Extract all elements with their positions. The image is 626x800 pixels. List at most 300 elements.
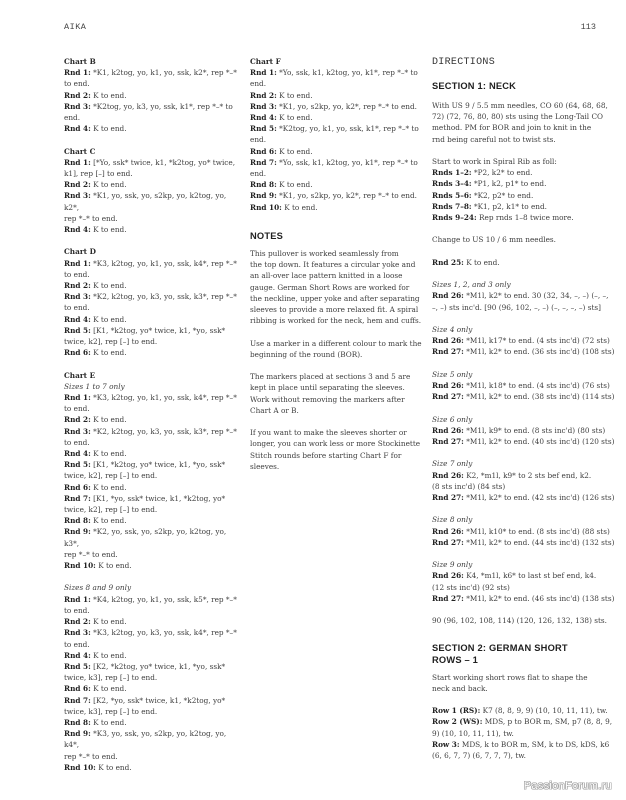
round-text-cont: to end.	[64, 303, 90, 313]
round-text: *M1l, k10* to end. (8 sts inc'd) (88 sts)	[463, 526, 610, 536]
round-list	[432, 526, 618, 548]
round-text-cont: twice, k2], rep [–] to end.	[64, 337, 158, 347]
size-note: Size 7 only	[432, 459, 473, 469]
round-text: K to end.	[90, 314, 127, 324]
round-label: Rnd 3:	[64, 191, 91, 201]
round-instruction	[432, 212, 618, 223]
round-text-cont: twice, k3], rep [–] to end.	[64, 673, 158, 683]
round-text: *K2, k2tog, yo, k3, yo, ssk, k3*, rep *–*	[90, 292, 237, 302]
round-text: *M1l, k2* to end. (42 sts inc'd) (126 sts)	[463, 492, 615, 502]
round-text: Rep rnds 1–8 twice more.	[476, 213, 574, 223]
round-label: Rnd 3:	[64, 292, 91, 302]
round-label: Rnd 3:	[64, 426, 91, 436]
round-text-cont: 9) (10, 10, 11, 11), tw.	[432, 728, 514, 738]
round-label: Rnd 2:	[64, 415, 91, 425]
text-line: method. PM for BOR and join to knit in the	[432, 123, 592, 133]
round-text: *K1, yo, s2kp, yo, k2*, rep *–* to end.	[276, 191, 417, 201]
page-number: 113	[580, 22, 596, 32]
size-groups	[432, 279, 618, 615]
round-text: *M1l, k9* to end. (8 sts inc'd) (80 sts)	[463, 425, 606, 435]
round-text: K to end.	[90, 90, 127, 100]
round-label: Rnd 2:	[250, 90, 277, 100]
round-label: Rnd 4:	[64, 650, 91, 660]
round-text: K to end.	[90, 449, 127, 459]
round-text: [K1, *yo, ssk* twice, k1, *k2tog, yo*	[90, 493, 226, 503]
text-line: neck and back.	[432, 683, 488, 693]
round-label: Rnd 26:	[432, 425, 464, 435]
size-group	[432, 279, 618, 324]
round-text: K to end.	[276, 90, 313, 100]
text-line: If you want to make the sleeves shorter or	[250, 428, 407, 438]
round-text: *P2, k2* to end.	[471, 168, 533, 178]
size-note: Sizes 1 to 7 only	[64, 381, 125, 391]
round-instruction	[64, 482, 240, 493]
chart-c	[64, 146, 240, 236]
round-instruction	[64, 190, 240, 212]
round-instruction	[250, 123, 430, 134]
rnd-25: Rnd 25: K to end.	[432, 257, 500, 267]
notes-section	[250, 230, 430, 483]
group-gap	[432, 402, 618, 413]
round-label: Rnd 9:	[250, 191, 277, 201]
size-group	[432, 414, 618, 459]
group-gap	[432, 548, 618, 559]
round-label: Rnd 27:	[432, 537, 464, 547]
round-text: K2, *m1l, k9* to 2 sts bef end, k2.	[463, 470, 592, 480]
round-text: *K1, p2, k1* to end.	[471, 201, 547, 211]
size-group	[432, 458, 618, 514]
chart-title: Chart C	[64, 146, 96, 156]
round-instruction	[64, 314, 240, 325]
round-text: *K2, k2tog, yo, k3, yo, ssk, k3*, rep *–*	[90, 426, 237, 436]
round-instruction	[432, 425, 618, 436]
round-text: [K2, *yo, ssk* twice, k1, *k2tog, yo*	[90, 695, 226, 705]
round-list	[432, 570, 618, 604]
round-label: Rnd 26:	[432, 571, 464, 581]
round-label: Rnds 1–2:	[432, 168, 472, 178]
round-label: Rnd 8:	[250, 180, 277, 190]
round-text: K7 (8, 8, 9, 9) (10, 10, 11, 11), tw.	[480, 706, 608, 716]
chart-title: Chart B	[64, 57, 96, 66]
round-label: Rnd 4:	[64, 124, 91, 134]
round-instruction	[64, 347, 240, 358]
round-label: Rnds 9–24:	[432, 213, 477, 223]
round-label: Rnd 2:	[64, 281, 91, 291]
round-text: *K2, yo, ssk, yo, s2kp, yo, k2tog, yo, k3*,	[64, 527, 227, 548]
paragraph-gap	[250, 360, 430, 371]
round-text: *M1l, k17* to end. (4 sts inc'd) (72 sts)	[463, 336, 610, 346]
section-2-intro	[432, 672, 618, 694]
round-instruction	[432, 335, 618, 346]
round-text: *Yo, ssk, k1, k2tog, yo, k1*, rep *–* to	[276, 157, 418, 167]
round-instruction	[250, 146, 430, 157]
size-group	[432, 559, 618, 615]
round-instruction	[432, 190, 618, 201]
notes-paragraphs	[250, 248, 430, 483]
round-instruction	[64, 616, 240, 627]
round-text: [K2, *k2tog, yo* twice, k1, *yo, ssk*	[90, 661, 226, 671]
note-paragraph	[250, 248, 430, 326]
chart-title: Chart F	[250, 57, 281, 66]
page-header	[64, 22, 610, 36]
round-label: Rnds 7–8:	[432, 201, 472, 211]
size-note: Sizes 1, 2, and 3 only	[432, 280, 511, 290]
section-1-heading: SECTION 1: NECK	[432, 81, 517, 91]
round-text-cont: (12 sts inc'd) (92 sts)	[432, 582, 510, 592]
round-list	[64, 392, 240, 571]
chart-title: Chart E	[64, 370, 96, 380]
round-text: K to end.	[95, 762, 132, 772]
round-instruction	[64, 728, 240, 750]
round-label: Rnd 1:	[64, 393, 91, 403]
round-label: Rnd 1:	[64, 157, 91, 167]
round-list	[432, 425, 618, 447]
round-label: Rnd 26:	[432, 380, 464, 390]
note-paragraph	[250, 427, 430, 472]
round-label: Rnd 7:	[64, 695, 91, 705]
round-text: *Yo, ssk, k1, k2tog, yo, k1*, rep *–* to	[276, 68, 418, 78]
round-text: *M1l, k2* to end. (36 sts inc'd) (108 sts)	[463, 347, 615, 357]
round-instruction	[64, 459, 240, 470]
section-1-intro	[432, 100, 618, 145]
group-gap	[432, 604, 618, 615]
size-note: Size 9 only	[432, 560, 473, 570]
round-text: K to end.	[90, 482, 127, 492]
round-text: K to end.	[90, 516, 127, 526]
round-label: Rnd 4:	[64, 314, 91, 324]
round-text: K to end.	[90, 650, 127, 660]
round-instruction	[432, 346, 618, 357]
round-text: *M1l, k2* to end. 30 (32, 34, –, –) (–, –,	[463, 291, 609, 301]
round-label: Rnd 5:	[250, 124, 277, 134]
round-instruction	[432, 705, 618, 716]
round-instruction	[250, 157, 430, 168]
round-instruction	[64, 661, 240, 672]
round-text: *M1l, k18* to end. (4 sts inc'd) (76 sts)	[463, 380, 610, 390]
round-label: Rnd 5:	[64, 661, 91, 671]
round-instruction	[64, 650, 240, 661]
round-instruction	[64, 67, 240, 78]
stitch-total: 90 (96, 102, 108, 114) (120, 126, 132, 138) sts.	[432, 616, 607, 626]
round-text: *K2, p2* to end.	[471, 190, 534, 200]
round-text: MDS, k to BOR m, SM, k to DS, kDS, k6	[459, 739, 610, 749]
round-instruction	[432, 526, 618, 537]
round-instruction	[64, 392, 240, 403]
round-list	[432, 705, 618, 761]
chart-d	[64, 246, 240, 358]
round-label: Row 1 (RS):	[432, 706, 481, 716]
round-text: K to end.	[90, 180, 127, 190]
round-text-cont: twice, k3], rep [–] to end.	[64, 706, 158, 716]
group-gap	[432, 358, 618, 369]
round-instruction	[64, 762, 240, 773]
round-text: K to end.	[90, 684, 127, 694]
section-2-heading: SECTION 2: GERMAN SHORT	[432, 642, 568, 653]
round-label: Rnd 10:	[64, 762, 96, 772]
round-label: Rnd 1:	[250, 68, 277, 78]
round-instruction	[432, 167, 618, 178]
column-left	[64, 56, 240, 773]
round-instruction	[64, 526, 240, 548]
text-line: the top down. It features a circular yoke and	[250, 260, 416, 270]
round-instruction	[432, 537, 618, 548]
paragraph-gap	[250, 416, 430, 427]
text-line: Chart A or B.	[250, 405, 299, 415]
text-line: longer, you can work less or more Stockinette	[250, 439, 421, 449]
round-instruction	[432, 290, 618, 301]
round-label: Rnd 6:	[64, 348, 91, 358]
round-instruction	[64, 224, 240, 235]
text-line: an all-over lace pattern knitted in a loose	[250, 271, 403, 281]
text-line: Stitch rounds before starting Chart F for	[250, 450, 402, 460]
round-instruction	[64, 280, 240, 291]
round-label: Rnd 26:	[432, 291, 464, 301]
round-instruction	[432, 380, 618, 391]
round-text: [K1, *k2tog, yo* twice, k1, *yo, ssk*	[90, 325, 226, 335]
round-label: Rnd 1:	[64, 594, 91, 604]
change-needles: Change to US 10 / 6 mm needles.	[432, 235, 556, 245]
size-note: Size 8 only	[432, 515, 473, 525]
round-text-cont: k1], rep [–] to end.	[64, 169, 133, 179]
round-text: *K2tog, yo, k1, yo, ssk, k1*, rep *–* to	[276, 124, 419, 134]
round-text-cont: to end.	[64, 79, 90, 89]
round-text: *K4, k2tog, yo, k1, yo, ssk, k5*, rep *–*	[90, 594, 237, 604]
round-label: Rnd 8:	[64, 516, 91, 526]
round-label: Row 2 (WS):	[432, 717, 483, 727]
round-text: K to end.	[276, 113, 313, 123]
group-gap	[432, 447, 618, 458]
round-text: K to end.	[95, 561, 132, 571]
watermark: PassionForum.ru	[523, 780, 612, 792]
text-line: rnd being careful not to twist sts.	[432, 134, 556, 144]
round-instruction	[432, 716, 618, 727]
size-group	[432, 324, 618, 369]
round-instruction	[64, 683, 240, 694]
round-label: Rnd 5:	[64, 325, 91, 335]
round-text-cont: to end.	[64, 605, 90, 615]
round-instruction	[432, 492, 618, 503]
directions-heading: DIRECTIONS	[432, 57, 496, 68]
round-label: Rnd 3:	[64, 101, 91, 111]
round-label: Rnd 6:	[64, 684, 91, 694]
round-list	[64, 157, 240, 235]
round-label: Rnd 9:	[64, 729, 91, 739]
round-text: K to end.	[90, 281, 127, 291]
round-label: Rnd 3:	[250, 101, 277, 111]
chart-f	[250, 56, 430, 213]
round-instruction	[64, 493, 240, 504]
round-instruction	[432, 201, 618, 212]
round-instruction	[64, 560, 240, 571]
round-instruction	[64, 515, 240, 526]
round-list	[432, 470, 618, 504]
round-text: *K3, k2tog, yo, k3, yo, ssk, k4*, rep *–*	[90, 628, 237, 638]
round-label: Rnd 1:	[64, 258, 91, 268]
round-text-cont: to end.	[64, 639, 90, 649]
chart-e	[64, 370, 240, 773]
round-label: Rnd 9:	[64, 527, 91, 537]
round-text-cont: rep *–* to end.	[64, 549, 118, 559]
round-instruction	[250, 101, 430, 112]
round-text: *K3, k2tog, yo, k1, yo, ssk, k4*, rep *–*	[90, 258, 237, 268]
column-middle	[250, 56, 430, 483]
round-text: *K3, k2tog, yo, k1, yo, ssk, k4*, rep *–*	[90, 393, 237, 403]
pattern-title: AIKA	[64, 22, 87, 32]
round-text: K to end.	[90, 717, 127, 727]
round-instruction	[64, 258, 240, 269]
round-instruction	[64, 414, 240, 425]
round-label: Rnd 27:	[432, 392, 464, 402]
round-text: K to end.	[281, 202, 318, 212]
round-text: *M1l, k2* to end. (40 sts inc'd) (120 sts)	[463, 436, 615, 446]
round-instruction	[64, 179, 240, 190]
round-instruction	[64, 594, 240, 605]
round-instruction	[64, 101, 240, 112]
round-label: Rnd 10:	[64, 561, 96, 571]
round-text: [K1, *k2tog, yo* twice, k1, *yo, ssk*	[90, 460, 226, 470]
note-paragraph	[250, 338, 430, 360]
round-instruction	[250, 190, 430, 201]
round-instruction	[64, 448, 240, 459]
round-instruction	[64, 695, 240, 706]
round-label: Rnd 5:	[64, 460, 91, 470]
round-label: Rnds 5–6:	[432, 190, 472, 200]
round-text: K to end.	[276, 180, 313, 190]
round-text: *K3, yo, ssk, yo, s2kp, yo, k2tog, yo, k4*,	[64, 729, 227, 750]
round-text: K to end.	[90, 225, 127, 235]
round-text-cont: to end.	[64, 404, 90, 414]
round-text-cont: to end.	[64, 437, 90, 447]
round-instruction	[64, 627, 240, 638]
group-gap	[432, 503, 618, 514]
round-label: Rnd 27:	[432, 347, 464, 357]
round-label: Rnd 27:	[432, 492, 464, 502]
text-line: Work without removing the markers after	[250, 394, 405, 404]
round-label: Rnd 27:	[432, 593, 464, 603]
round-text: *K1, yo, ssk, yo, s2kp, yo, k2tog, yo, k2*,	[64, 191, 227, 212]
round-instruction	[250, 67, 430, 78]
notes-heading: NOTES	[250, 231, 284, 242]
group-gap	[432, 313, 618, 324]
size-group	[432, 514, 618, 559]
round-text: *P1, k2, p1* to end.	[471, 179, 547, 189]
round-label: Rnd 6:	[64, 482, 91, 492]
round-label: Rnds 3–4:	[432, 179, 472, 189]
round-instruction	[64, 717, 240, 728]
round-text-cont: –, –) sts inc'd. [90 (96, 102, –, –) (–, –, –, –) sts]	[432, 302, 601, 312]
round-text-cont: end.	[250, 79, 267, 89]
chart-b	[64, 56, 240, 134]
round-label: Rnd 7:	[250, 157, 277, 167]
round-label: Rnd 4:	[64, 225, 91, 235]
round-label: Rnd 4:	[250, 113, 277, 123]
round-label: Rnd 2:	[64, 180, 91, 190]
round-instruction	[432, 436, 618, 447]
round-label: Rnd 1:	[64, 68, 91, 78]
paragraph-gap	[250, 472, 430, 483]
round-text-cont: end.	[64, 113, 81, 123]
round-text: MDS, p to BOR m, SM, p7 (8, 8, 9,	[482, 717, 613, 727]
round-text-cont: twice, k2], rep [–] to end.	[64, 471, 158, 481]
round-text: *K1, yo, s2kp, yo, k2*, rep *–* to end.	[276, 101, 417, 111]
round-text-cont: to end.	[64, 269, 90, 279]
round-instruction	[250, 179, 430, 190]
round-list	[432, 167, 618, 223]
round-label: Rnd 7:	[64, 493, 91, 503]
round-text-cont: twice, k2], rep [–] to end.	[64, 505, 158, 515]
text-line: kept in place until separating the sleeves.	[250, 383, 405, 393]
round-instruction	[250, 90, 430, 101]
round-label: Rnd 2:	[64, 617, 91, 627]
round-text: *M1l, k2* to end. (38 sts inc'd) (114 sts)	[463, 392, 615, 402]
round-instruction	[64, 123, 240, 134]
round-label: Rnd 3:	[64, 628, 91, 638]
text-line: sleeves to provide a more relaxed fit. A spiral	[250, 305, 419, 315]
round-instruction	[64, 426, 240, 437]
round-label: Rnd 2:	[64, 90, 91, 100]
size-note: Size 4 only	[432, 324, 473, 334]
round-text: *K1, k2tog, yo, k1, yo, ssk, k2*, rep *–*	[90, 68, 237, 78]
round-label: Rnd 8:	[64, 717, 91, 727]
round-label: Rnd 26:	[432, 526, 464, 536]
round-list	[250, 67, 430, 213]
round-list	[432, 290, 618, 312]
round-text: K to end.	[90, 124, 127, 134]
column-right	[432, 56, 618, 761]
round-text: [*Yo, ssk* twice, k1, *k2tog, yo* twice,	[90, 157, 236, 167]
round-label: Rnd 6:	[250, 146, 277, 156]
round-label: Rnd 27:	[432, 436, 464, 446]
round-text: *M1l, k2* to end. (46 sts inc'd) (138 sts)	[463, 593, 615, 603]
text-line: This pullover is worked seamlessly from	[250, 249, 399, 259]
round-text-cont: end.	[250, 169, 267, 179]
round-text: K to end.	[90, 348, 127, 358]
round-text: *K2tog, yo, k3, yo, ssk, k1*, rep *–* to	[90, 101, 233, 111]
round-instruction	[432, 178, 618, 189]
text-line: Start working short rows flat to shape the	[432, 672, 588, 682]
text-line: sleeves.	[250, 461, 280, 471]
size-note: Sizes 8 and 9 only	[64, 583, 132, 593]
note-paragraph	[250, 371, 430, 416]
round-instruction	[432, 391, 618, 402]
round-label: Rnd 26:	[432, 336, 464, 346]
round-instruction	[64, 325, 240, 336]
text-line: ribbing is worked for the neck, hem and cuffs.	[250, 316, 422, 326]
round-list	[64, 258, 240, 359]
round-instruction	[432, 593, 618, 604]
text-line: the neckline, upper yoke and after separating	[250, 293, 420, 303]
round-text: K to end.	[90, 415, 127, 425]
round-text: K4, *m1l, k6* to last st bef end, k4.	[463, 571, 597, 581]
round-text-cont: rep *–* to end.	[64, 213, 118, 223]
size-group	[432, 369, 618, 414]
round-instruction	[64, 90, 240, 101]
text-line: gauge. German Short Rows are worked for	[250, 282, 410, 292]
text-line: The markers placed at sections 3 and 5 are	[250, 372, 411, 382]
round-text-cont: (8 sts inc'd) (84 sts)	[432, 481, 506, 491]
text-line: 72) (72, 76, 80, 80) sts using the Long-Tail CO	[432, 112, 604, 122]
round-label: Rnd 26:	[432, 470, 464, 480]
round-text-cont: (6, 6, 7, 7) (6, 7, 7, 7), tw.	[432, 750, 526, 760]
round-text: K to end.	[276, 146, 313, 156]
round-text: *M1l, k2* to end. (44 sts inc'd) (132 sts)	[463, 537, 615, 547]
round-instruction	[64, 157, 240, 168]
round-list	[64, 67, 240, 134]
text-line: beginning of the round (BOR).	[250, 349, 363, 359]
text-line: Use a marker in a different colour to mark the	[250, 338, 422, 348]
round-instruction	[250, 202, 430, 213]
round-list	[64, 594, 240, 773]
